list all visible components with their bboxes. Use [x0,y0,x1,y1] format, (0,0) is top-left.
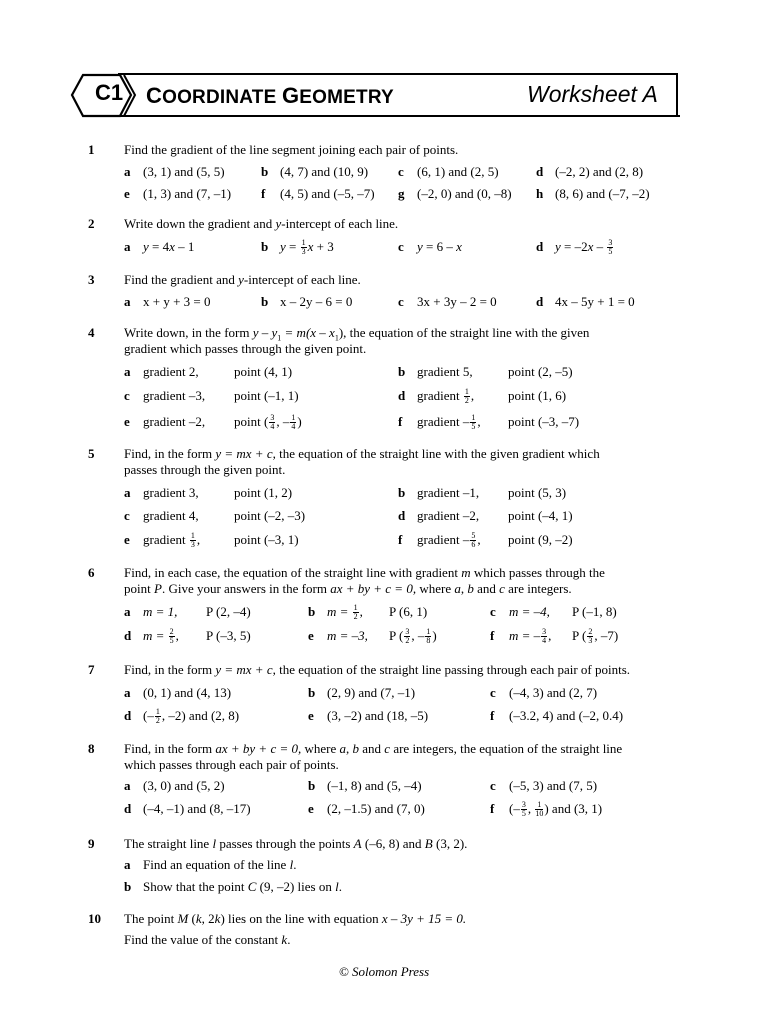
part-text: y = $\frac{1}{3}$ x + 3 [280,238,334,256]
part-label: f [490,801,495,816]
part-text: (3, –2) and (18, –5) [327,708,429,723]
question-text: The point M (k, 2k) lies on the line with equation x – 3y + 15 = 0. [124,911,467,926]
part-label: b [261,294,269,309]
chapter-title: COORDINATE GEOMETRY [146,83,394,108]
question-number: 9 [88,836,95,851]
part-label: c [398,294,404,309]
point-text: point (5, 3) [508,485,567,500]
part-text: x – 2y – 6 = 0 [280,294,353,309]
part-text: (8, 6) and (–7, –2) [555,186,650,201]
gradient-text: gradient $\frac{1}{3}$ , [143,531,201,549]
point-text: point (–3, –7) [508,414,580,429]
part-label: f [261,186,266,201]
part-label: c [124,388,130,403]
part-text: (–2, 2) and (2, 8) [555,164,644,179]
part-label: a [124,604,131,619]
question-text: The straight line l passes through the points A (–6, 8) and B (3, 2). [124,836,468,851]
part-label: a [124,485,131,500]
part-text: (1, 3) and (7, –1) [143,186,232,201]
part-label: b [398,364,406,379]
part-text: (3, 0) and (5, 2) [143,778,225,793]
point-text: point (–3, 1) [234,532,299,547]
part-text: (0, 1) and (4, 13) [143,685,232,700]
question-text-line2: which passes through each pair of points. [124,757,339,772]
part-text: (2, 9) and (7, –1) [327,685,416,700]
part-text: Find an equation of the line l. [143,857,297,872]
point-text: point (4, 1) [234,364,293,379]
part-label: b [398,485,406,500]
part-label: a [124,778,131,793]
gradient-text: gradient 3, [143,485,199,500]
part-text: Show that the point C (9, –2) lies on l. [143,879,342,894]
part-label: c [398,239,404,254]
chapter-code: C1 [94,80,124,105]
gradient-text: m = 1, [143,604,178,619]
part-label: d [124,708,132,723]
part-label: f [490,628,495,643]
point-text: P ( $\frac{3}{2}$ , – $\frac{1}{8}$ ) [389,627,437,645]
question-number: 7 [88,662,95,677]
point-text: point (1, 2) [234,485,293,500]
part-text: (–4, –1) and (8, –17) [143,801,251,816]
part-label: b [308,604,316,619]
question-text: Find the gradient of the line segment joining each pair of points. [124,142,459,157]
gradient-text: m = – $\frac{3}{4}$ , [509,627,552,645]
part-text: 3x + 3y – 2 = 0 [417,294,497,309]
part-label: b [308,778,316,793]
question-text: Find, in each case, the equation of the straight line with gradient m which passes through the [124,565,605,580]
part-text: (–4, 3) and (2, 7) [509,685,598,700]
gradient-text: gradient $\frac{1}{2}$ , [417,387,475,405]
point-text: point (1, 6) [508,388,567,403]
point-text: point (–2, –3) [234,508,306,523]
part-text: (–3.2, 4) and (–2, 0.4) [509,708,624,723]
gradient-text: m = –3, [327,628,368,643]
part-text: (– $\frac{1}{2}$ , –2) and (2, 8) [143,707,240,725]
part-label: a [124,857,131,872]
part-text: (4, 7) and (10, 9) [280,164,369,179]
point-text: P (–3, 5) [206,628,251,643]
part-text: (4, 5) and (–5, –7) [280,186,375,201]
part-label: d [124,801,132,816]
part-label: b [261,239,269,254]
gradient-text: gradient – $\frac{5}{6}$ , [417,531,481,549]
point-text: point (2, –5) [508,364,573,379]
part-text: (– $\frac{3}{5}$ , $\frac{1}{10}$ ) and (3, 1) [509,800,603,818]
part-label: b [308,685,316,700]
part-label: a [124,294,131,309]
part-label: d [536,294,544,309]
question-text-line2: passes through the given point. [124,462,286,477]
part-label: d [536,239,544,254]
part-label: a [124,239,131,254]
part-label: f [398,532,403,547]
part-label: f [398,414,403,429]
part-label: c [490,604,496,619]
part-label: b [124,879,132,894]
part-text: (–1, 8) and (5, –4) [327,778,422,793]
part-label: c [490,778,496,793]
gradient-text: gradient –1, [417,485,480,500]
part-text: y = 4x – 1 [143,239,195,254]
part-label: h [536,186,544,201]
part-label: d [398,508,406,523]
part-text: (2, –1.5) and (7, 0) [327,801,425,816]
part-label: d [536,164,544,179]
point-text: point (–1, 1) [234,388,299,403]
part-label: e [308,628,314,643]
point-text: P (–1, 8) [572,604,617,619]
question-text: Find, in the form y = mx + c, the equation of the straight line with the given gradient which [124,446,600,461]
part-label: c [398,164,404,179]
question-text: Write down, in the form $y - y_1 = m(x - x_1)$, the equation of the straight line with the given [124,325,590,343]
part-label: e [124,414,130,429]
part-label: a [124,364,131,379]
question-text: Find, in the form ax + by + c = 0, where a, b and c are integers, the equation of the straight line [124,741,623,756]
question-number: 1 [88,142,95,157]
question-text-line2: point P. Give your answers in the form ax + by + c = 0, where a, b and c are integers. [124,581,572,596]
publisher-footer: © Solomon Press [338,964,430,979]
question-number: 3 [88,272,95,287]
part-label: e [308,801,314,816]
question-text: Find, in the form y = mx + c, the equation of the straight line passing through each pair of points. [124,662,631,677]
gradient-text: gradient –3, [143,388,206,403]
part-text: (6, 1) and (2, 5) [417,164,499,179]
part-label: d [398,388,406,403]
part-text: 4x – 5y + 1 = 0 [555,294,635,309]
part-label: a [124,164,131,179]
question-text-line2: gradient which passes through the given point. [124,341,367,356]
part-label: c [124,508,130,523]
gradient-text: m = $\frac{2}{5}$ , [143,627,179,645]
gradient-text: gradient – $\frac{1}{5}$ , [417,413,481,431]
point-text: point (–4, 1) [508,508,573,523]
part-text: y = 6 – x [417,239,462,254]
part-label: c [490,685,496,700]
gradient-text: gradient –2, [143,414,206,429]
part-text: y = –2x – $\frac{3}{5}$ [555,238,613,256]
part-label: a [124,685,131,700]
question-number: 4 [88,325,95,340]
worksheet-label: Worksheet A [527,81,658,107]
part-label: e [124,186,130,201]
question-number: 2 [88,216,95,231]
question-number: 10 [88,911,101,926]
part-label: e [124,532,130,547]
part-label: b [261,164,269,179]
point-text: P (2, –4) [206,604,251,619]
part-label: e [308,708,314,723]
part-label: f [490,708,495,723]
point-text: point (9, –2) [508,532,573,547]
gradient-text: gradient 5, [417,364,473,379]
point-text: P (6, 1) [389,604,428,619]
point-text: point ( $\frac{3}{4}$ , – $\frac{1}{4}$ ) [234,413,302,431]
part-label: d [124,628,132,643]
gradient-text: gradient 4, [143,508,199,523]
part-text: (–5, 3) and (7, 5) [509,778,598,793]
question-number: 5 [88,446,95,461]
part-text: (3, 1) and (5, 5) [143,164,225,179]
question-text-line2: Find the value of the constant k. [124,932,291,947]
gradient-text: m = $\frac{1}{2}$ , [327,603,363,621]
gradient-text: m = –4, [509,604,550,619]
point-text: P ( $\frac{2}{3}$ , –7) [572,627,619,645]
gradient-text: gradient –2, [417,508,480,523]
part-text: x + y + 3 = 0 [143,294,211,309]
question-text: Find the gradient and y-intercept of each line. [124,272,361,287]
question-number: 6 [88,565,95,580]
gradient-text: gradient 2, [143,364,199,379]
part-label: g [398,186,405,201]
question-number: 8 [88,741,95,756]
part-text: (–2, 0) and (0, –8) [417,186,512,201]
question-text: Write down the gradient and y-intercept of each line. [124,216,399,231]
